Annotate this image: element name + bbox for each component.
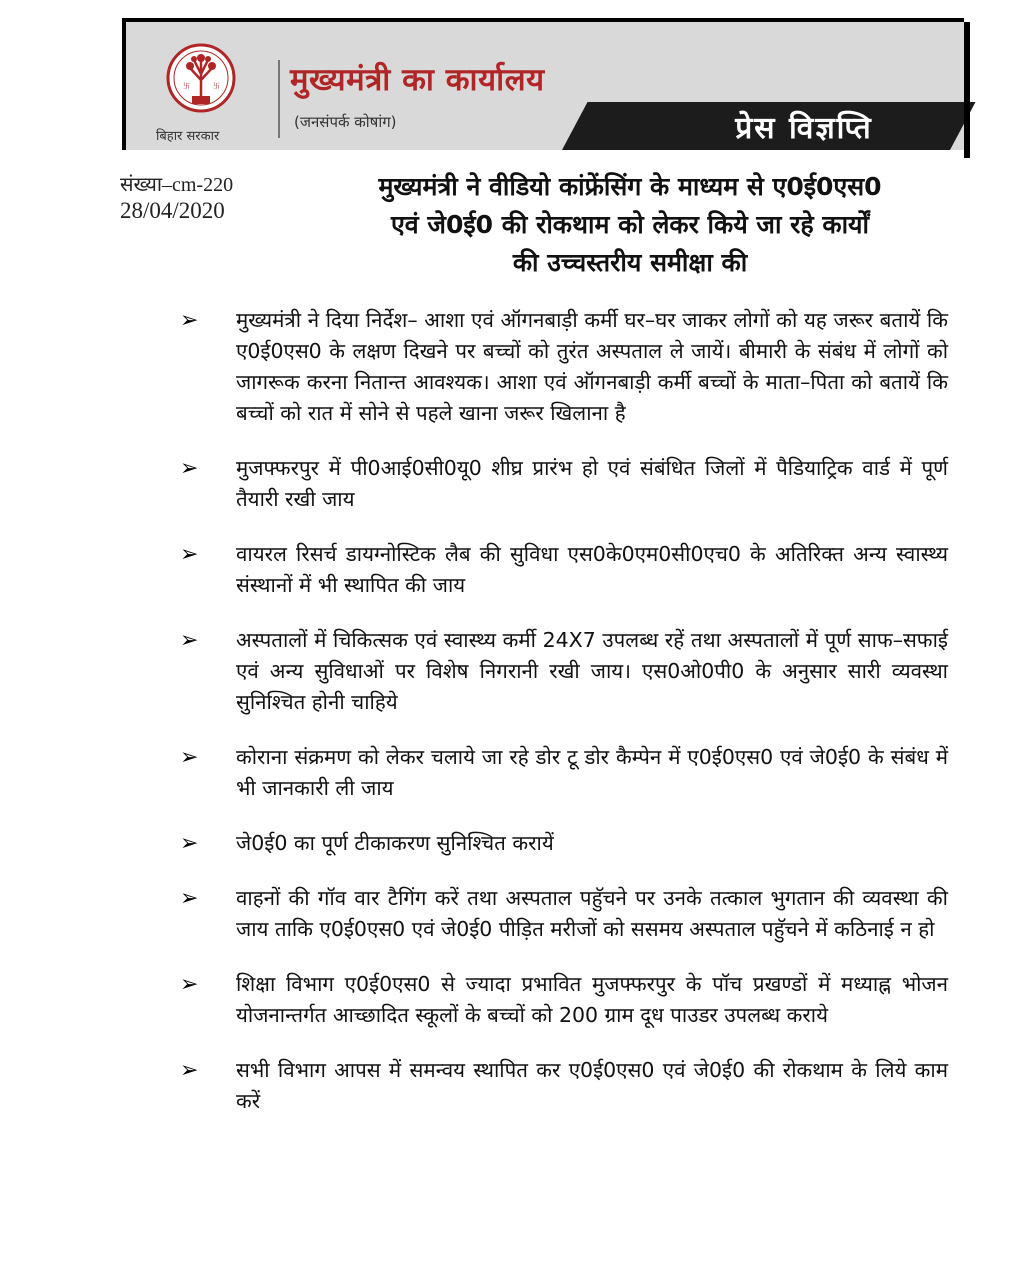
header-divider bbox=[278, 60, 280, 138]
arrow-bullet-icon: ➢ bbox=[180, 628, 199, 653]
list-item-text: जे0ई0 का पूर्ण टीकाकरण सुनिश्चित करायें bbox=[236, 831, 554, 855]
headline bbox=[290, 168, 970, 282]
list-item bbox=[180, 453, 950, 515]
arrow-bullet-icon: ➢ bbox=[180, 308, 199, 333]
list-item bbox=[180, 305, 950, 429]
arrow-bullet-icon: ➢ bbox=[180, 831, 199, 856]
list-item-text: वाहनों की गॉव वार टैगिंग करें तथा अस्पताल पहुॅचने पर उनके तत्काल भुगतान की व्यवस्था की जाय ताकि ए0ई0एस0 एवं जे0ई0 पीड़ित मरीजों को ससमय अस्पताल पहुॅचने में कठिनाई न हो bbox=[236, 886, 948, 941]
list-item bbox=[180, 883, 950, 945]
list-item bbox=[180, 625, 950, 718]
headline-line: मुख्यमंत्री ने वीडियो कांफ्रेंसिंग के माध्यम से ए0ई0एस0 bbox=[378, 172, 882, 201]
arrow-bullet-icon: ➢ bbox=[180, 456, 199, 481]
arrow-bullet-icon: ➢ bbox=[180, 886, 199, 911]
directive-list bbox=[180, 305, 950, 1141]
list-item-text: मुजफ्फरपुर में पी0आई0सी0यू0 शीघ्र प्रारंभ हो एवं संबंधित जिलों में पैडियाट्रिक वार्ड में पूर्ण तैयारी रखी जाय bbox=[236, 456, 948, 511]
svg-text:卐: 卐 bbox=[183, 82, 190, 90]
headline-line: की उच्चस्तरीय समीक्षा की bbox=[512, 248, 748, 277]
press-release-label: प्रेस विज्ञप्ति bbox=[735, 111, 873, 146]
list-item bbox=[180, 539, 950, 601]
list-item-text: वायरल रिसर्च डायग्नोस्टिक लैब की सुविधा एस0के0एम0सी0एच0 के अतिरिक्त अन्य स्वास्थ्य संस्थानों में भी स्थापित की जाय bbox=[236, 542, 948, 597]
list-item-text: कोराना संक्रमण को लेकर चलाये जा रहे डोर टू डोर कैम्पेन में ए0ई0एस0 एवं जे0ई0 के संबंध में भी जानकारी ली जाय bbox=[236, 745, 948, 800]
list-item bbox=[180, 742, 950, 804]
arrow-bullet-icon: ➢ bbox=[180, 542, 199, 567]
list-item-text: शिक्षा विभाग ए0ई0एस0 से ज्यादा प्रभावित मुजफ्फरपुर के पॉच प्रखण्डों में मध्याह्न भोजन योजनान्तर्गत आच्छादित स्कूलों के बच्चों को 200 ग्राम दूध पाउडर उपलब्ध कराये bbox=[236, 972, 948, 1027]
list-item bbox=[180, 828, 950, 859]
list-item-text: सभी विभाग आपस में समन्वय स्थापित कर ए0ई0एस0 एवं जे0ई0 की रोकथाम के लिये काम करें bbox=[236, 1058, 948, 1113]
release-date: 28/04/2020 bbox=[120, 198, 225, 223]
list-item bbox=[180, 1055, 950, 1117]
list-item-text: मुख्यमंत्री ने दिया निर्देश– आशा एवं ऑगनबाड़ी कर्मी घर–घर जाकर लोगों को यह जरूर बतायें कि ए0ई0एस0 के लक्षण दिखने पर बच्चों को तुरंत अस्पताल ले जायें। बीमारी के संबंध में लोगों को जागरूक करना नितान्त आवश्यक। आशा एवं ऑगनबाड़ी कर्मी बच्चों के माता–पिता को बतायें कि बच्चों को रात में सोने से पहले खाना जरूर खिलाना है bbox=[236, 308, 948, 425]
letterhead-banner bbox=[122, 18, 964, 150]
arrow-bullet-icon: ➢ bbox=[180, 972, 199, 997]
office-subtitle: (जनसंपर्क कोषांग) bbox=[294, 113, 397, 131]
office-title: मुख्यमंत्री का कार्यालय bbox=[290, 62, 545, 98]
svg-text:卐: 卐 bbox=[213, 82, 220, 90]
bihar-emblem-icon bbox=[166, 42, 236, 122]
list-item-text: अस्पतालों में चिकित्सक एवं स्वास्थ्य कर्मी 24X7 उपलब्ध रहें तथा अस्पतालों में पूर्ण साफ–सफाई एवं अन्य सुविधाओं पर विशेष निगरानी रखी जाय। एस0ओ0पी0 के अनुसार सारी व्यवस्था सुनिश्चित होनी चाहिये bbox=[236, 628, 948, 714]
government-name: बिहार सरकार bbox=[156, 129, 220, 144]
list-item bbox=[180, 969, 950, 1031]
reference-number: संख्या–cm-220 bbox=[120, 174, 234, 196]
headline-line: एवं जे0ई0 की रोकथाम को लेकर किये जा रहे कार्यों bbox=[390, 210, 870, 239]
arrow-bullet-icon: ➢ bbox=[180, 745, 199, 770]
arrow-bullet-icon: ➢ bbox=[180, 1058, 199, 1083]
